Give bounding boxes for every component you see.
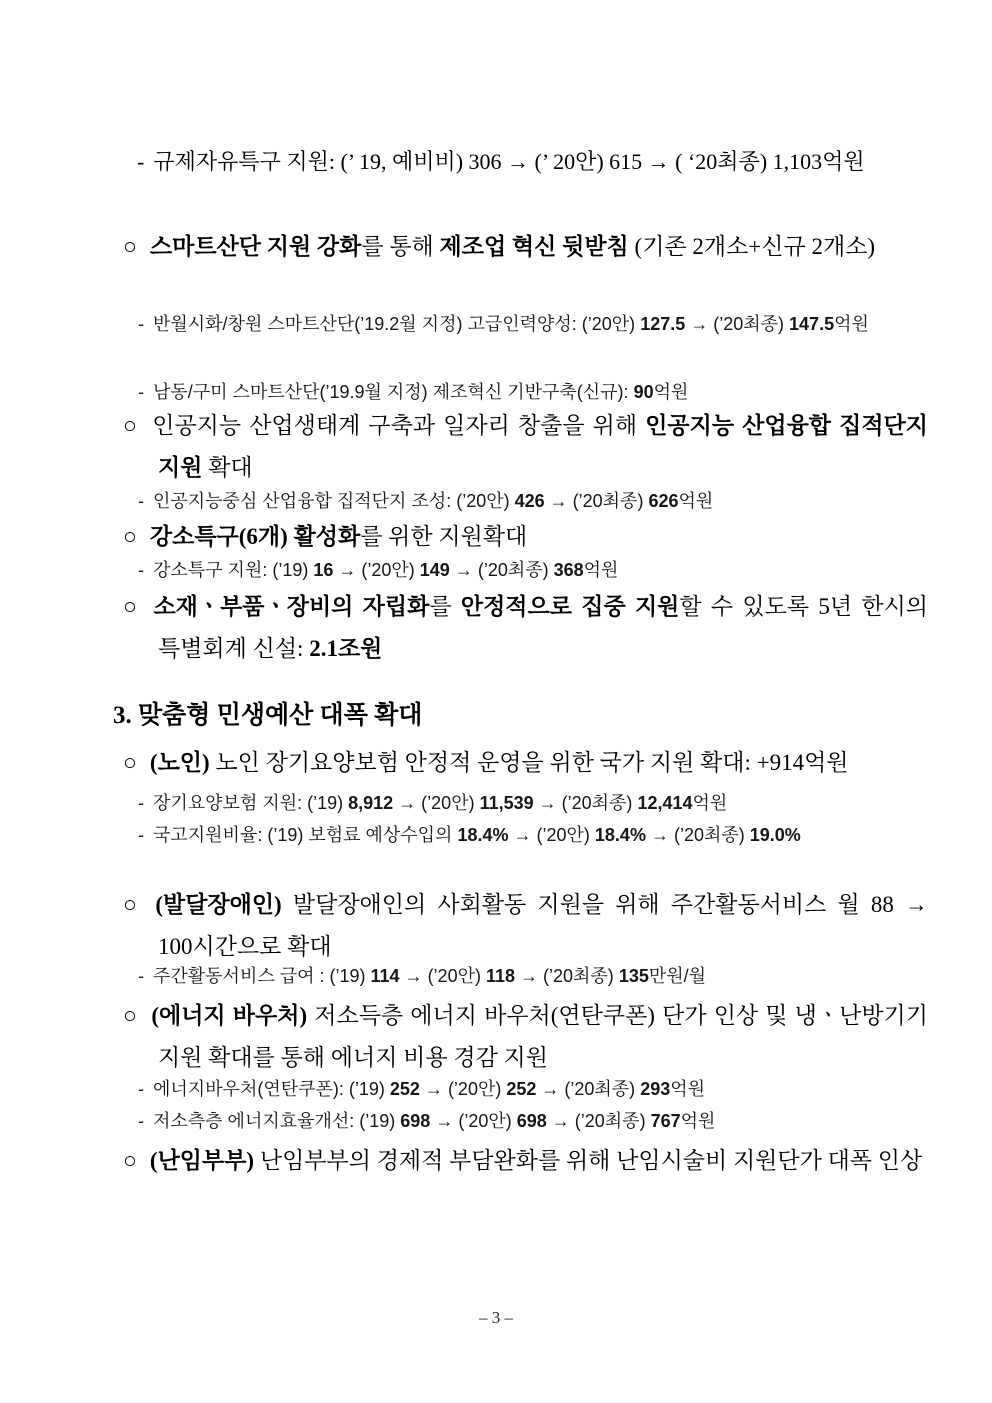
text-segment: 426 [514, 491, 545, 511]
text-segment: → (’20안) [393, 793, 480, 813]
text-segment: 소재ㆍ부품ㆍ장비의 자립화 [153, 594, 430, 619]
text-segment: (노인) [149, 750, 210, 775]
text-segment: 주간활동서비스 급여 : (’19) [153, 966, 371, 986]
text-segment: 8,912 [348, 793, 394, 813]
text-segment: → (’20최종) [533, 793, 638, 813]
text-segment: 11,539 [479, 793, 534, 813]
text-segment: 억원 [653, 382, 689, 402]
item-developmental-disability [113, 884, 928, 968]
circle-bullet: ○ [123, 892, 143, 917]
text-segment: → (’20최종) [544, 491, 649, 511]
text-segment: 19.0% [749, 825, 801, 845]
detail-daytime-activity-benefit [113, 958, 933, 994]
item-infertile-couples [113, 1140, 928, 1182]
text-segment: 발달장애인의 사회활동 지원을 위해 주간활동서비스 월 88 → 100시간으로 확대 [158, 892, 928, 959]
text-segment: 남동/구미 스마트산단(’19.9월 지정) 제조혁신 기반구축(신규): [153, 382, 634, 402]
dash-bullet: - [138, 825, 144, 845]
text-segment: 할 수 있도록 5년 한시의 특별회계 신설: [158, 594, 929, 661]
detail-ai-cluster [113, 483, 933, 519]
text-segment: 368 [553, 560, 584, 580]
text-segment: 135 [618, 966, 649, 986]
text-segment: → (’20안) [430, 1111, 517, 1131]
detail-longterm-care-support [113, 785, 933, 821]
text-segment: 698 [400, 1111, 431, 1131]
text-segment: 를 통해 [361, 234, 440, 259]
text-segment: → (’20최종) [645, 825, 750, 845]
item-regulation-free-zone [113, 138, 933, 186]
item-ai-ecosystem [113, 405, 928, 489]
circle-bullet: ○ [123, 1148, 137, 1173]
text-segment: → (’20안) [419, 1079, 507, 1099]
text-segment: 인공지능 산업융합 집적단지 지원 [158, 413, 928, 480]
text-segment: 인공지능중심 산업융합 집적단지 조성: (’20안) [153, 491, 515, 511]
text-segment: 12,414 [637, 793, 693, 813]
text-segment: → (’20최종) [685, 314, 790, 334]
text-segment: 확대 [202, 455, 253, 480]
text-segment: 2.1조원 [309, 636, 383, 661]
text-segment: 18.4% [594, 825, 646, 845]
text-segment: → (’20최종) [515, 966, 619, 986]
dash-bullet: - [138, 793, 144, 813]
circle-bullet: ○ [123, 524, 137, 549]
text-segment: → (’20최종) [546, 1111, 651, 1131]
text-segment: 억원 [692, 793, 728, 813]
text-segment: 를 [429, 594, 461, 619]
text-segment: 스마트산단 지원 강화 [149, 234, 362, 259]
detail-banwol-changwon [113, 306, 933, 342]
circle-bullet: ○ [123, 594, 141, 619]
text-segment: 인공지능 산업생태계 구축과 일자리 창출을 위해 [152, 413, 646, 438]
text-segment: → (’20최종) [536, 1079, 641, 1099]
text-segment: 767 [650, 1111, 681, 1131]
dash-bullet: - [138, 1111, 144, 1131]
item-smart-industrial-complex [113, 226, 928, 268]
text-segment: 3. 맞춤형 민생예산 대폭 확대 [113, 702, 423, 729]
text-segment: (에너지 바우처) [151, 1003, 308, 1028]
text-segment: 억원 [583, 560, 619, 580]
text-segment: 억원 [834, 314, 869, 334]
detail-energy-voucher-budget [113, 1071, 933, 1107]
text-segment: 만원/월 [648, 966, 707, 986]
text-segment: 16 [313, 560, 334, 580]
text-segment: → (’20안) [508, 825, 595, 845]
text-segment: → (’20최종) [449, 560, 554, 580]
text-segment: 제조업 혁신 뒷받침 [439, 234, 629, 259]
circle-bullet: ○ [123, 1003, 139, 1028]
text-segment: 강소특구 지원: (’19) [153, 560, 314, 580]
item-energy-voucher [113, 995, 928, 1079]
circle-bullet: ○ [123, 750, 137, 775]
text-segment: 난임부부의 경제적 부담완화를 위해 난임시술비 지원단가 대폭 인상 [254, 1148, 923, 1173]
text-segment: 억원 [678, 491, 714, 511]
text-segment: 안정적으로 집중 지원 [460, 594, 680, 619]
text-segment: 90 [633, 382, 654, 402]
text-segment: 규제자유특구 지원: (’ 19, 예비비) 306 → (’ 20안) 615 → ( ‘20최종) 1,103억원 [153, 149, 865, 174]
text-segment: 698 [516, 1111, 547, 1131]
text-segment: 147.5 [789, 314, 835, 334]
page-number: – 3 – [479, 1308, 513, 1327]
text-segment: 국고지원비율: (’19) 보험료 예상수입의 [153, 825, 458, 845]
detail-energy-efficiency [113, 1103, 933, 1139]
text-segment: 127.5 [640, 314, 686, 334]
section-heading-3 [113, 698, 883, 734]
dash-bullet: - [138, 560, 144, 580]
text-segment: 장기요양보험 지원: (’19) [153, 793, 349, 813]
dash-bullet: - [138, 966, 144, 986]
dash-bullet: - [137, 149, 145, 174]
text-segment: → (’20안) [333, 560, 420, 580]
dash-bullet: - [138, 1079, 144, 1099]
text-segment: 252 [389, 1079, 420, 1099]
text-segment: 149 [419, 560, 450, 580]
text-segment: 18.4% [457, 825, 509, 845]
circle-bullet: ○ [123, 234, 137, 259]
text-segment: 강소특구(6개) 활성화 [149, 524, 361, 549]
text-segment: 반월시화/창원 스마트산단(’19.2월 지정) 고급인력양성: (’20안) [153, 314, 641, 334]
text-segment: → (’20안) [399, 966, 486, 986]
item-materials-parts-equipment [113, 586, 928, 670]
dash-bullet: - [138, 491, 144, 511]
detail-state-subsidy-ratio [113, 817, 933, 853]
text-segment: (발달장애인) [155, 892, 282, 917]
text-segment: 저소득층 에너지 바우처(연탄쿠폰) 단가 인상 및 냉ㆍ난방기기 지원 확대를 통해 에너지 비용 경감 지원 [158, 1003, 928, 1070]
dash-bullet: - [138, 314, 144, 334]
text-segment: 억원 [680, 1111, 716, 1131]
text-segment: 118 [485, 966, 516, 986]
text-segment: 를 위한 지원확대 [360, 524, 528, 549]
text-segment: (난임부부) [149, 1148, 255, 1173]
text-segment: 억원 [670, 1079, 706, 1099]
text-segment: (기존 2개소+신규 2개소) [628, 234, 876, 259]
text-segment: 626 [648, 491, 679, 511]
text-segment: 노인 장기요양보험 안정적 운영을 위한 국가 지원 확대: +914억원 [209, 750, 849, 775]
detail-gangso-support [113, 552, 933, 588]
text-segment: 114 [370, 966, 400, 986]
text-segment: 293 [640, 1079, 671, 1099]
text-segment: 252 [506, 1079, 537, 1099]
dash-bullet: - [138, 382, 144, 402]
text-segment: 저소측층 에너지효율개선: (’19) [153, 1111, 401, 1131]
item-elderly [113, 742, 928, 784]
text-segment: 에너지바우처(연탄쿠폰): (’19) [153, 1079, 390, 1099]
circle-bullet: ○ [123, 413, 140, 438]
